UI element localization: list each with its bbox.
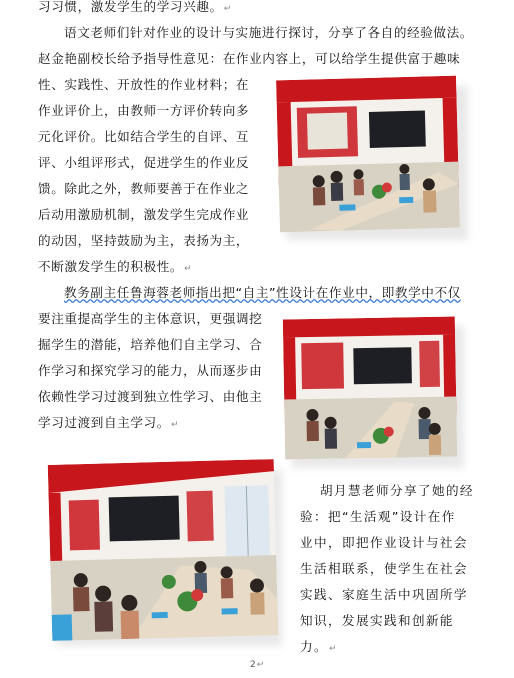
paragraph-lu-hairong: 教务副主任鲁海蓉老师指出把“自主”性设计在作业中，即教学中不仅 要注重提高学生的主体意识，更强调挖 掘学生的潜能，培养他们自主学习、合 作学习和探究学习的能力，从而逐步由 依赖性学习过渡到独立性学习、由他主 学习过渡到自主学习。↵	[38, 285, 461, 430]
meeting-photo-1	[276, 76, 460, 233]
paragraph-chinese-teachers: 语文老师们针对作业的设计与实施进行探讨，分享了各自的经验做法。 赵金艳副校长给予指导性意见：在作业内容上，可以给学生提供富于趣味 性、实践性、开放性的作业材料；在 作业评价上，由教师一方评价转向多 元化评价。比如结合学生的自评、互 评、小组评形式，促进学生的作业反 馈。除此之外，教师要善于在作业之 后动用激励机制，激发学生完成作业 的动因，坚持鼓励为主，表扬为主， 不断激发学生的积极性。↵	[38, 25, 474, 274]
paragraph-hu-yuehui: 胡月慧老师分享了她的经 验：把“生活观”设计在作 业中，即把作业设计与社会 生活相联系，使学生在社会 实践、家庭生活中巩固所学 知识，发展实践和创新能 力。↵	[300, 483, 474, 654]
paragraph-mark-icon: ↵	[184, 264, 193, 274]
paragraph-mark-icon: ↵	[223, 4, 232, 14]
meeting-photo-2	[283, 317, 457, 460]
classroom-meeting-image	[48, 459, 279, 641]
paragraph-continuation: 习习惯，激发学生的学习兴趣。↵	[38, 0, 232, 14]
page-number: 2↵	[250, 660, 265, 670]
classroom-meeting-image	[283, 317, 457, 460]
paragraph-mark-icon: ↵	[329, 644, 338, 654]
meeting-photo-3	[48, 459, 279, 641]
paragraph-mark-icon: ↵	[170, 420, 180, 430]
classroom-meeting-image	[276, 76, 460, 233]
